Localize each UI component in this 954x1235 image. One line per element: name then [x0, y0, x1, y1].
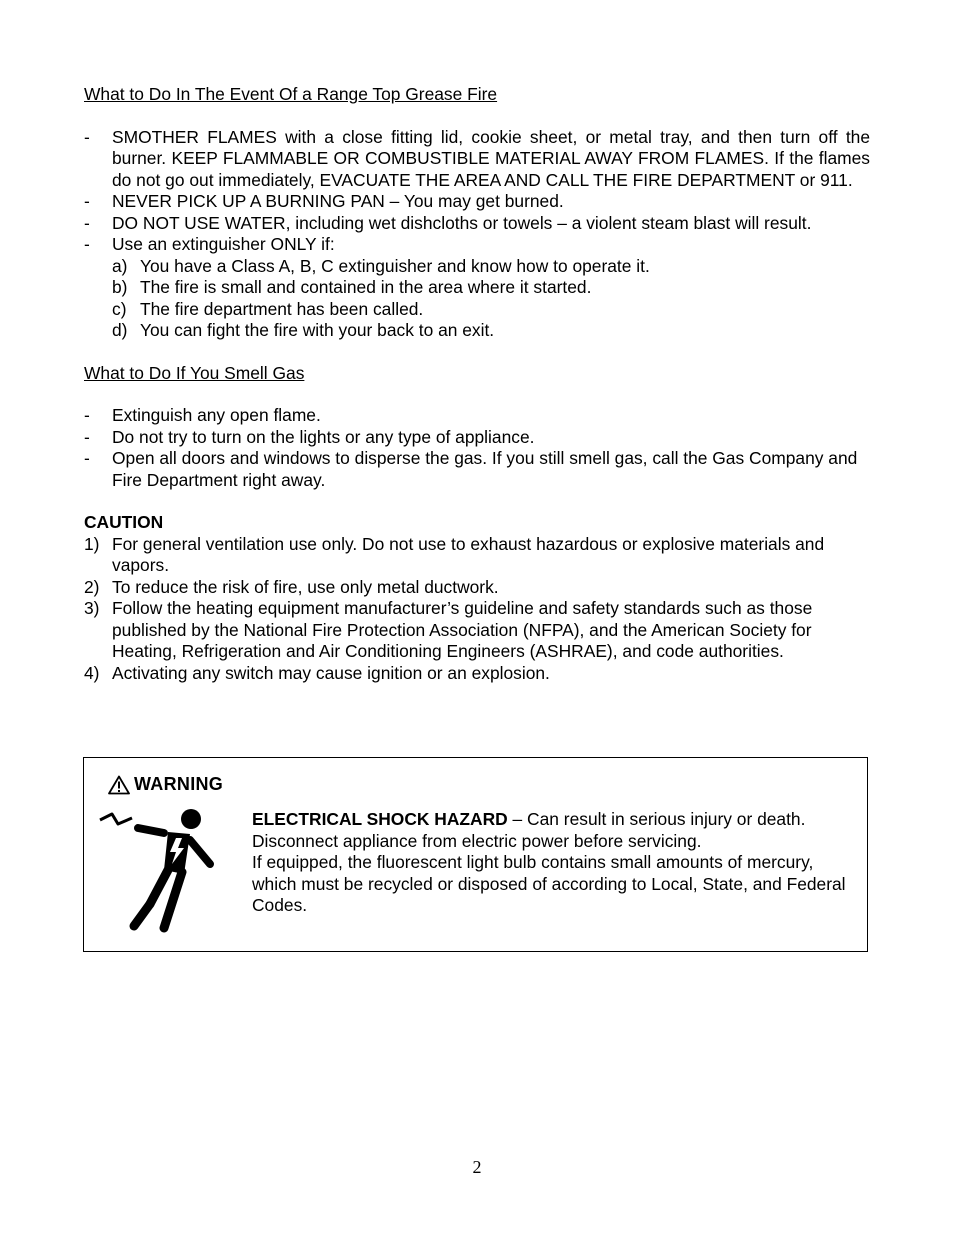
dash-marker: -: [84, 212, 90, 233]
list-item: - Open all doors and windows to disperse the gas. If you still smell gas, call the Gas Company and Fire Department right away.: [84, 448, 858, 490]
dash-marker: -: [84, 191, 90, 211]
warning-header: [108, 774, 223, 796]
list-item: - SMOTHER FLAMES with a close fitting lid, cookie sheet, or metal tray, and then turn off the burner. KEEP FLAMMABLE OR COMBUSTIBLE MATERIAL AWAY FROM FLAMES. If the flames do not go out immediately, EVACUATE THE AREA AND CALL THE FIRE DEPARTMENT or 911.: [84, 126, 870, 190]
disconnect-line: Disconnect appliance from electric power before servicing.: [252, 830, 702, 851]
dash-marker: -: [84, 234, 90, 254]
dash-marker: -: [84, 448, 90, 468]
gas-smell-heading: What to Do If You Smell Gas: [84, 362, 305, 383]
dash-marker: -: [84, 426, 90, 447]
grease-fire-heading: What to Do In The Event Of a Range Top Grease Fire: [84, 84, 498, 104]
sub-list-item: b) The fire is small and contained in the area where it started.: [112, 277, 592, 297]
hazard-line: ELECTRICAL SHOCK HAZARD – Can result in serious injury or death.: [252, 809, 806, 829]
list-item: - NEVER PICK UP A BURNING PAN – You may get burned.: [84, 191, 564, 211]
list-item: - Use an extinguisher ONLY if:: [84, 234, 335, 254]
sub-list-item: d) You can fight the fire with your back to an exit.: [112, 320, 495, 340]
list-item: - Extinguish any open flame.: [84, 405, 321, 425]
page-number: 2: [472, 1157, 482, 1177]
grease-fire-list: [84, 127, 870, 256]
electrical-warning-box: [83, 757, 868, 952]
list-item: 3) Follow the heating equipment manufacturer’s guideline and safety standards such as those published by the National Fire Protection Association (NFPA), and the American Society for Heating, Refrigeration and Air Conditioning Engineers (ASHRAE), and code authorities.: [84, 598, 813, 661]
dash-marker: -: [84, 405, 90, 425]
mercury-line: If equipped, the fluorescent light bulb contains small amounts of mercury, which must be recycled or disposed of according to Local, State, and Federal Codes.: [252, 852, 846, 915]
sub-list-item: c) The fire department has been called.: [112, 298, 424, 319]
list-item: 1) For general ventilation use only. Do not use to exhaust hazardous or explosive materials and vapors.: [84, 533, 825, 575]
list-item: 2) To reduce the risk of fire, use only metal ductwork.: [84, 576, 499, 597]
warning-text: [252, 809, 862, 917]
document-body: [84, 84, 870, 684]
sub-list-item: a) You have a Class A, B, C extinguisher and know how to operate it.: [112, 255, 650, 276]
electrical-shock-icon: [98, 804, 218, 934]
dash-marker: -: [84, 126, 90, 147]
hazard-title: ELECTRICAL SHOCK HAZARD: [252, 809, 508, 829]
list-item: 4) Activating any switch may cause ignition or an explosion.: [84, 662, 550, 683]
warning-label: WARNING: [134, 774, 224, 794]
warning-triangle-icon: [108, 775, 130, 795]
gas-smell-list: [84, 405, 870, 491]
caution-list: [84, 534, 870, 685]
caution-title: CAUTION: [84, 512, 164, 532]
list-item: - Do not try to turn on the lights or any type of appliance.: [84, 426, 535, 447]
list-item: - DO NOT USE WATER, including wet dishcloths or towels – a violent steam blast will result.: [84, 212, 812, 233]
